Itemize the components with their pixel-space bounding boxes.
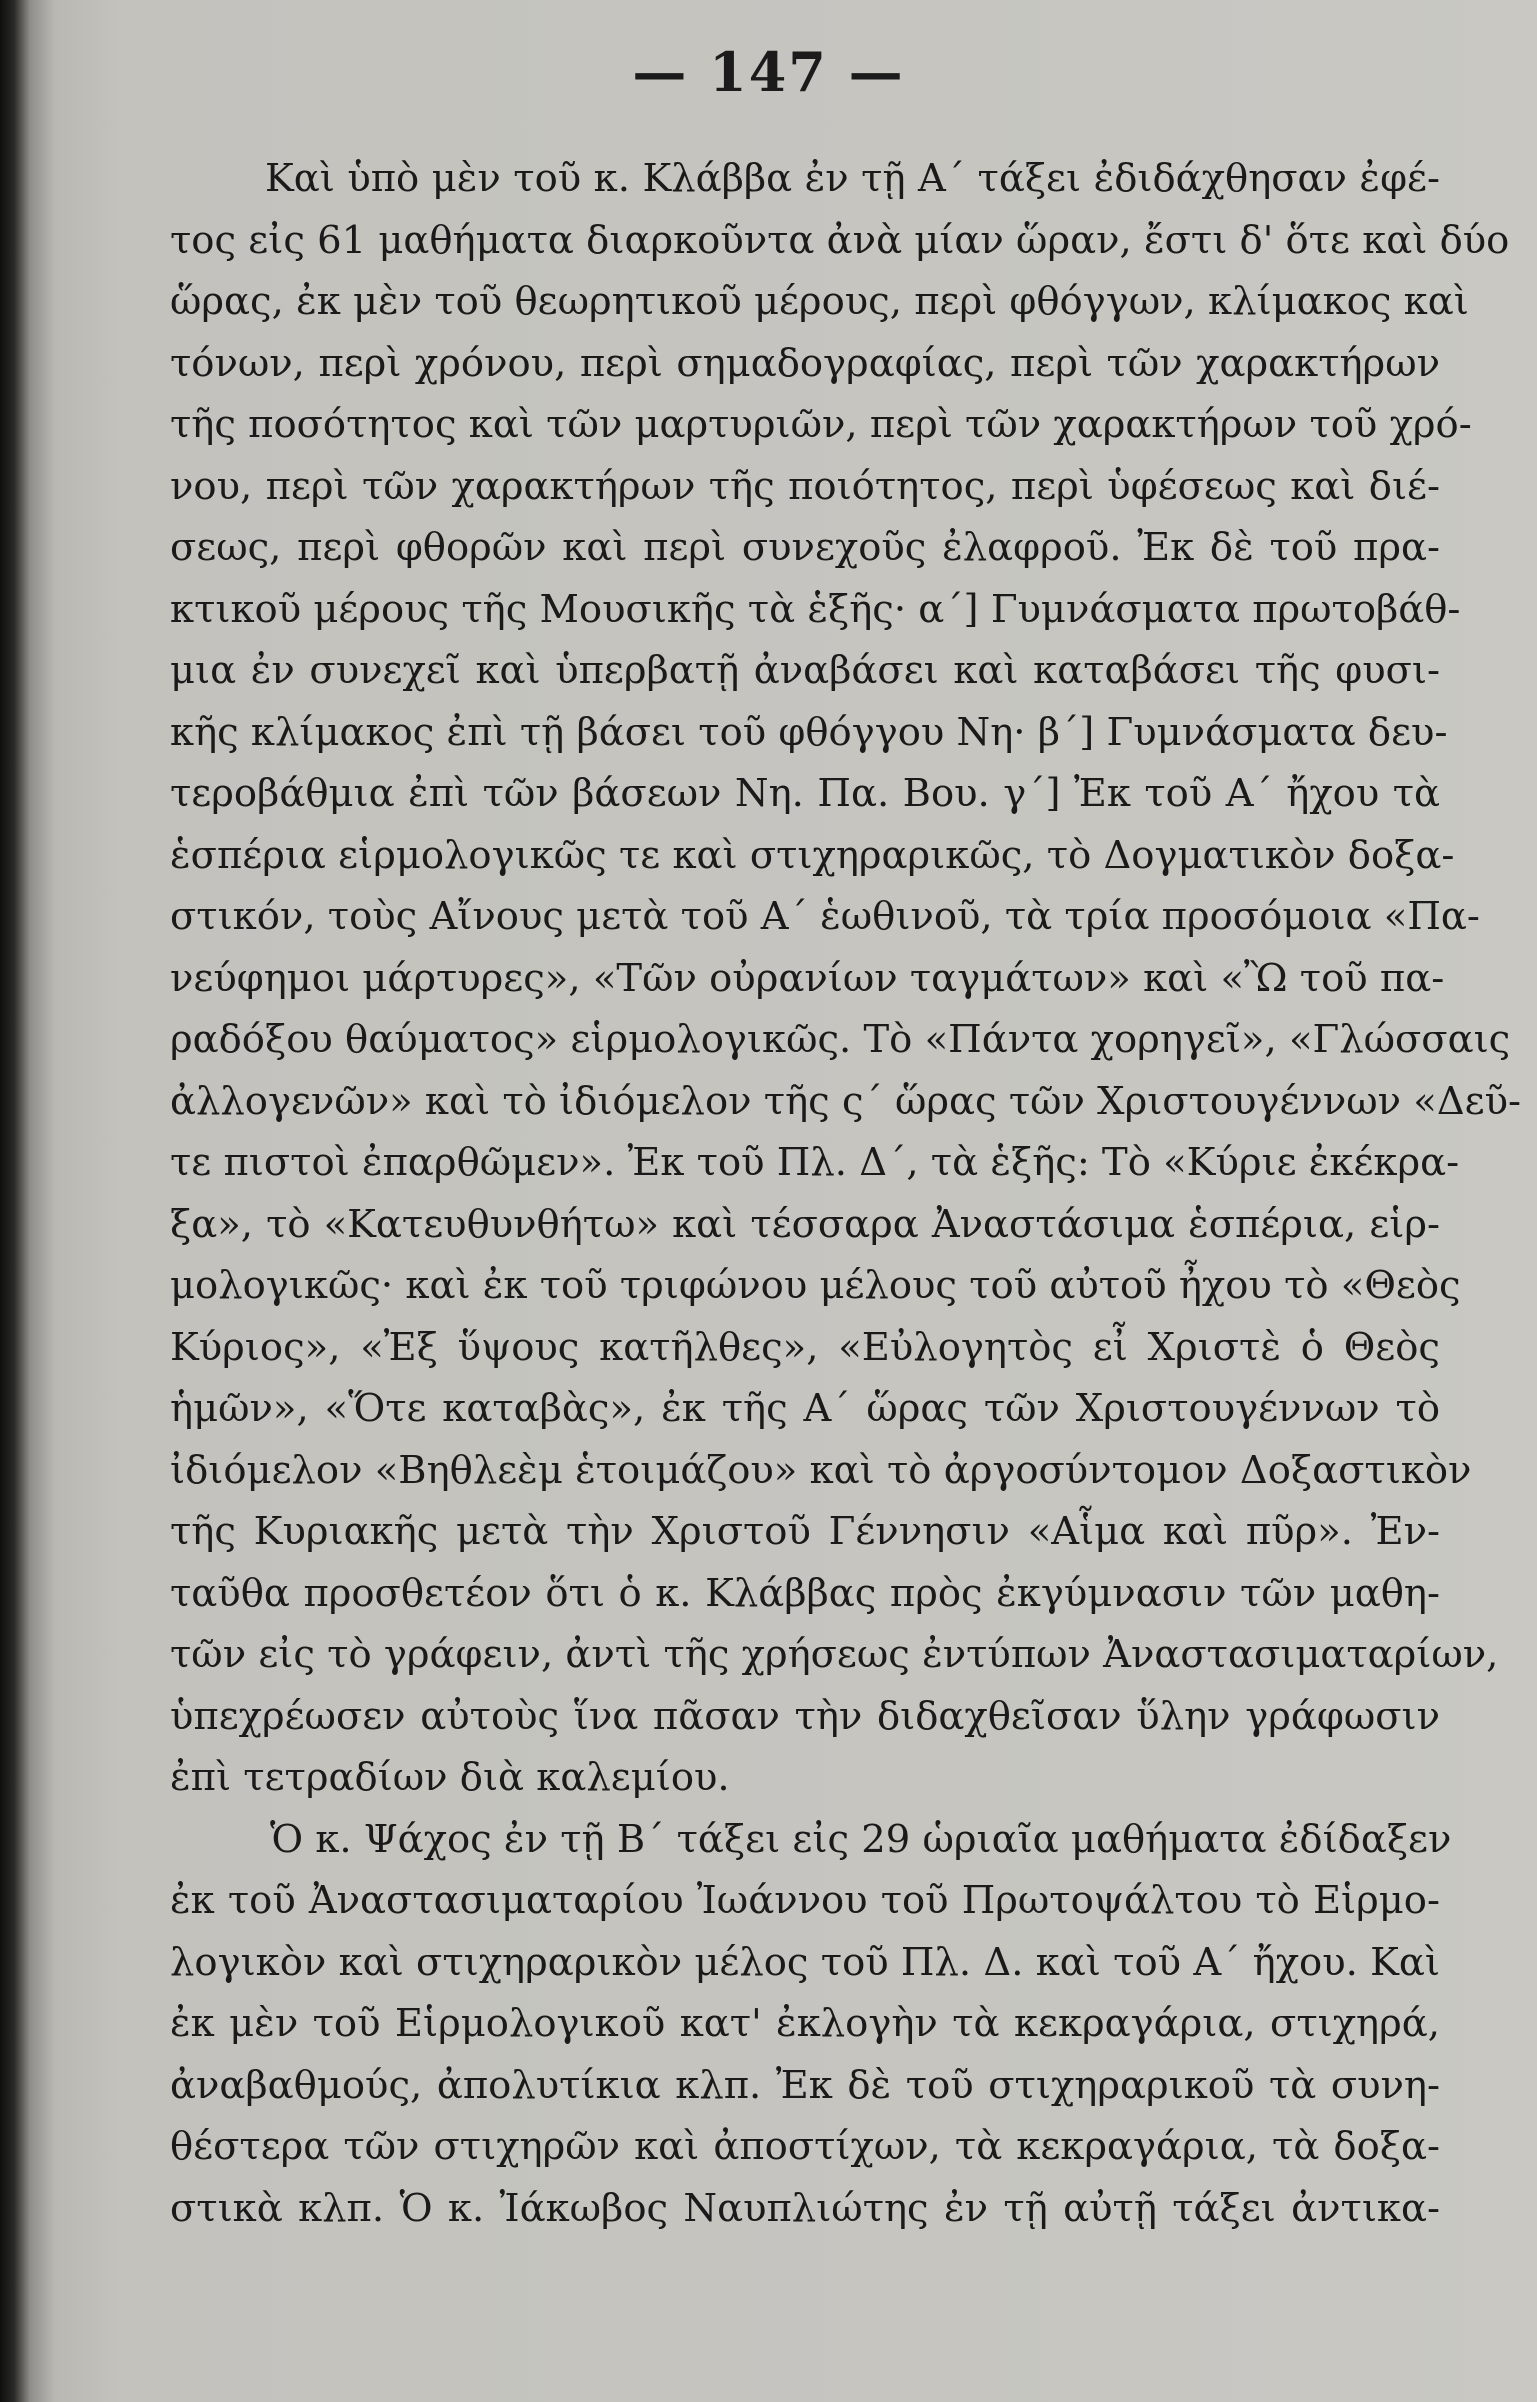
- text-line: τῆς ποσότητος καὶ τῶν μαρτυριῶν, περὶ τῶν χαρακτήρων τοῦ χρό-: [170, 402, 1472, 447]
- text-line: μια ἐν συνεχεῖ καὶ ὑπερβατῇ ἀναβάσει καὶ καταβάσει τῆς φυσι-: [170, 648, 1440, 693]
- text-line: ἀναβαθμούς, ἀπολυτίκια κλπ. Ἐκ δὲ τοῦ στιχηραρικοῦ τὰ συνη-: [170, 2062, 1440, 2108]
- text-line: ἰδιόμελον «Βηθλεὲμ ἑτοιμάζου» καὶ τὸ ἀργοσύντομον Δοξαστικὸν: [170, 1447, 1472, 1493]
- text-line: κῆς κλίμακος ἐπὶ τῇ βάσει τοῦ φθόγγου Νη· β΄] Γυμνάσματα δευ-: [170, 709, 1448, 755]
- text-line: στικόν, τοὺς Αἴνους μετὰ τοῦ Α΄ ἑωθινοῦ, τὰ τρία προσόμοια «Πα-: [170, 894, 1480, 939]
- text-line: τῶν εἰς τὸ γράφειν, ἀντὶ τῆς χρήσεως ἐντύπων Ἀναστασιματαρίων,: [170, 1632, 1499, 1677]
- text-line: θέστερα τῶν στιχηρῶν καὶ ἀποστίχων, τὰ κεκραγάρια, τὰ δοξα-: [170, 2124, 1440, 2169]
- page-number: — 147 —: [632, 40, 905, 104]
- text-line: ὥρας, ἐκ μὲν τοῦ θεωρητικοῦ μέρους, περὶ φθόγγων, κλίμακος καὶ: [170, 279, 1469, 324]
- text-line: ταῦθα προσθετέον ὅτι ὁ κ. Κλάββας πρὸς ἐκγύμνασιν τῶν μαθη-: [170, 1570, 1440, 1616]
- text-line: τος εἰς 61 μαθήματα διαρκοῦντα ἀνὰ μίαν ὥραν, ἔστι δ' ὅτε καὶ δύο: [170, 217, 1510, 263]
- text-line: τε πιστοὶ ἐπαρθῶμεν». Ἐκ τοῦ Πλ. Δ΄, τὰ ἑξῆς: Τὸ «Κύριε ἐκέκρα-: [170, 1140, 1460, 1185]
- text-line: κτικοῦ μέρους τῆς Μουσικῆς τὰ ἑξῆς· α΄] Γυμνάσματα πρωτοβάθ-: [170, 586, 1461, 632]
- text-line: στικὰ κλπ. Ὁ κ. Ἰάκωβος Ναυπλιώτης ἐν τῇ αὐτῇ τάξει ἀντικα-: [170, 2185, 1440, 2231]
- text-line: ἑσπέρια εἱρμολογικῶς τε καὶ στιχηραρικῶς, τὸ Δογματικὸν δοξα-: [170, 832, 1455, 878]
- text-line: ἡμῶν», «Ὅτε καταβὰς», ἐκ τῆς Α΄ ὥρας τῶν Χριστουγέννων τὸ: [170, 1386, 1440, 1431]
- text-line: ραδόξου θαύματος» εἱρμολογικῶς. Τὸ «Πάντα χορηγεῖ», «Γλώσσαις: [170, 1017, 1511, 1062]
- text-line: μολογικῶς· καὶ ἐκ τοῦ τριφώνου μέλους τοῦ αὐτοῦ ἦχου τὸ «Θεὸς: [170, 1263, 1461, 1308]
- text-line: ἐκ τοῦ Ἀναστασιματαρίου Ἰωάννου τοῦ Πρωτοψάλτου τὸ Εἱρμο-: [170, 1878, 1440, 1923]
- text-line: τεροβάθμια ἐπὶ τῶν βάσεων Νη. Πα. Βου. γ΄] Ἐκ τοῦ Α΄ ἤχου τὰ: [170, 771, 1440, 816]
- text-line: ὑπεχρέωσεν αὐτοὺς ἵνα πᾶσαν τὴν διδαχθεῖσαν ὕλην γράφωσιν: [170, 1693, 1440, 1739]
- body-text: [170, 148, 1521, 2239]
- text-line: τῆς Κυριακῆς μετὰ τὴν Χριστοῦ Γέννησιν «Αἷμα καὶ πῦρ». Ἐν-: [170, 1509, 1440, 1554]
- text-line: λογικὸν καὶ στιχηραρικὸν μέλος τοῦ Πλ. Δ. καὶ τοῦ Α΄ ἤχου. Καὶ: [170, 1939, 1440, 1985]
- text-line: Ὁ κ. Ψάχος ἐν τῇ Β΄ τάξει εἰς 29 ὡριαῖα μαθήματα ἐδίδαξεν: [270, 1816, 1452, 1862]
- text-line: σεως, περὶ φθορῶν καὶ περὶ συνεχοῦς ἐλαφροῦ. Ἐκ δὲ τοῦ πρα-: [170, 525, 1440, 570]
- text-line: Καὶ ὑπὸ μὲν τοῦ κ. Κλάββα ἐν τῇ Α΄ τάξει ἐδιδάχθησαν ἐφέ-: [265, 156, 1440, 201]
- text-line: τόνων, περὶ χρόνου, περὶ σημαδογραφίας, περὶ τῶν χαρακτήρων: [170, 340, 1440, 386]
- text-line: νεύφημοι μάρτυρες», «Τῶν οὐρανίων ταγμάτων» καὶ «Ὢ τοῦ πα-: [170, 955, 1445, 1001]
- text-line: ξα», τὸ «Κατευθυνθήτω» καὶ τέσσαρα Ἀναστάσιμα ἑσπέρια, εἱρ-: [170, 1201, 1440, 1247]
- text-line: ἐκ μὲν τοῦ Εἱρμολογικοῦ κατ' ἐκλογὴν τὰ κεκραγάρια, στιχηρά,: [170, 2001, 1440, 2046]
- text-line: Κύριος», «Ἐξ ὕψους κατῆλθες», «Εὐλογητὸς εἶ Χριστὲ ὁ Θεὸς: [170, 1324, 1440, 1370]
- text-line: νου, περὶ τῶν χαρακτήρων τῆς ποιότητος, περὶ ὑφέσεως καὶ διέ-: [170, 463, 1440, 509]
- text-line: ἀλλογενῶν» καὶ τὸ ἰδιόμελον τῆς ς΄ ὥρας τῶν Χριστουγέννων «Δεῦ-: [170, 1078, 1521, 1124]
- text-line: ἐπὶ τετραδίων διὰ καλεμίου.: [170, 1755, 730, 1800]
